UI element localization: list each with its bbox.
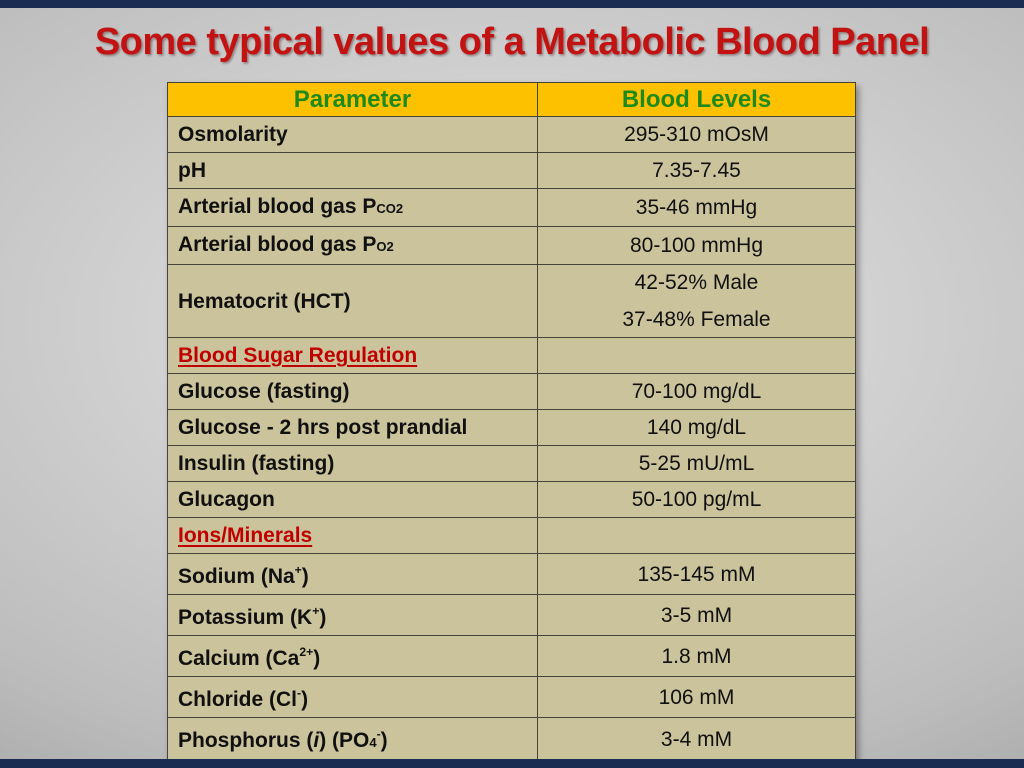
parameter-text-segment: ): [380, 729, 388, 752]
parameter-cell: [168, 718, 538, 761]
value-cell: [538, 117, 856, 153]
parameter-text-segment: Potassium (K: [178, 606, 313, 629]
value-line: 37-48% Female: [622, 308, 771, 331]
parameter-text-segment: Calcium (Ca: [178, 647, 300, 670]
parameter-text-segment: Insulin (fasting): [178, 452, 335, 475]
parameter-cell: [168, 117, 538, 153]
parameter-text-segment: Glucose - 2 hrs post prandial: [178, 416, 468, 439]
value-line: 80-100 mmHg: [629, 234, 764, 257]
value-cell: [538, 636, 856, 677]
value-cell: [538, 153, 856, 189]
value-cell: [538, 677, 856, 718]
parameter-text-segment: Osmolarity: [178, 123, 288, 146]
value-line: 106 mM: [658, 685, 735, 709]
table-header-row: [168, 83, 856, 117]
table-row: [168, 410, 856, 446]
value-cell: [538, 718, 856, 761]
value-line: 135-145 mM: [637, 562, 756, 586]
parameter-text-segment: O2: [376, 239, 394, 254]
parameter-text-segment: Arterial blood gas P: [178, 195, 377, 218]
parameter-text-segment: Glucose (fasting): [178, 380, 350, 403]
parameter-text-segment: Sodium (Na: [178, 565, 295, 588]
parameter-text-segment: pH: [178, 159, 206, 182]
parameter-text-segment: ): [319, 606, 327, 629]
value-cell: [538, 338, 856, 374]
value-line: 295-310 mOsM: [624, 123, 769, 146]
parameter-text-segment: ): [301, 565, 309, 588]
parameter-cell: [168, 374, 538, 410]
value-cell: [538, 374, 856, 410]
metabolic-blood-panel-table: [167, 82, 856, 761]
parameter-text-segment: Arterial blood gas P: [178, 233, 377, 256]
value-line: 50-100 pg/mL: [631, 488, 762, 511]
parameter-text-segment: i: [313, 729, 320, 752]
slide-title: Some typical values of a Metabolic Blood Panel: [94, 21, 930, 63]
table-row: [168, 718, 856, 761]
parameter-text-segment: Glucagon: [178, 488, 275, 511]
parameter-cell: [168, 227, 538, 265]
value-cell: [538, 554, 856, 595]
value-line: 35-46 mmHg: [635, 196, 758, 219]
parameter-cell: [168, 677, 538, 718]
parameter-cell: [168, 446, 538, 482]
table-row: [168, 189, 856, 227]
table-row: [168, 636, 856, 677]
value-cell: [538, 518, 856, 554]
table-row: [168, 265, 856, 338]
value-line: 3-5 mM: [660, 603, 733, 627]
parameter-cell: [168, 554, 538, 595]
table-row: [168, 677, 856, 718]
value-cell: [538, 595, 856, 636]
parameter-text-segment: Hematocrit (HCT): [178, 289, 351, 313]
table-row: [168, 595, 856, 636]
section-header-row: [168, 338, 856, 374]
parameter-cell: [168, 518, 538, 554]
value-line: 70-100 mg/dL: [631, 380, 762, 403]
parameter-text-segment: +: [294, 563, 302, 577]
table-row: [168, 374, 856, 410]
table-body: [168, 117, 856, 761]
value-line: 1.8 mM: [661, 644, 732, 668]
value-line: 7.35-7.45: [652, 159, 741, 182]
parameter-cell: [168, 595, 538, 636]
value-line: 140 mg/dL: [646, 416, 747, 439]
parameter-text-segment: ): [313, 647, 321, 670]
value-line: 3-4 mM: [660, 727, 733, 751]
parameter-text-segment: 2+: [299, 645, 314, 659]
table-row: [168, 482, 856, 518]
value-cell: [538, 227, 856, 265]
parameter-text-segment: CO2: [376, 201, 404, 216]
parameter-cell: [168, 265, 538, 338]
value-line: 42-52% Male: [634, 271, 759, 294]
parameter-text-segment: -: [297, 686, 302, 700]
value-cell: [538, 265, 856, 338]
table-row: [168, 446, 856, 482]
table-row: [168, 153, 856, 189]
parameter-text-segment: Ions/Minerals: [178, 524, 313, 547]
section-header-row: [168, 518, 856, 554]
parameter-text-segment: 4: [369, 735, 377, 750]
parameter-text-segment: +: [312, 604, 320, 618]
value-cell: [538, 410, 856, 446]
table-row: [168, 227, 856, 265]
parameter-text-segment: ) (PO: [319, 729, 370, 752]
parameter-text-segment: ): [301, 688, 309, 711]
parameter-cell: [168, 636, 538, 677]
parameter-cell: [168, 410, 538, 446]
table-row: [168, 117, 856, 153]
parameter-cell: [168, 482, 538, 518]
column-header-blood-levels: Blood Levels: [538, 83, 856, 117]
parameter-cell: [168, 189, 538, 227]
parameter-text-segment: Chloride (Cl: [178, 688, 297, 711]
table-row: [168, 554, 856, 595]
value-line: 5-25 mU/mL: [638, 452, 755, 475]
parameter-text-segment: Phosphorus (: [178, 729, 314, 752]
top-edge-bar: [0, 0, 1024, 8]
bottom-edge-bar: [0, 759, 1024, 768]
value-cell: [538, 482, 856, 518]
column-header-parameter: Parameter: [168, 83, 538, 117]
parameter-cell: [168, 338, 538, 374]
parameter-cell: [168, 153, 538, 189]
value-cell: [538, 189, 856, 227]
parameter-text-segment: -: [376, 727, 381, 741]
parameter-text-segment: Blood Sugar Regulation: [178, 344, 418, 367]
value-cell: [538, 446, 856, 482]
